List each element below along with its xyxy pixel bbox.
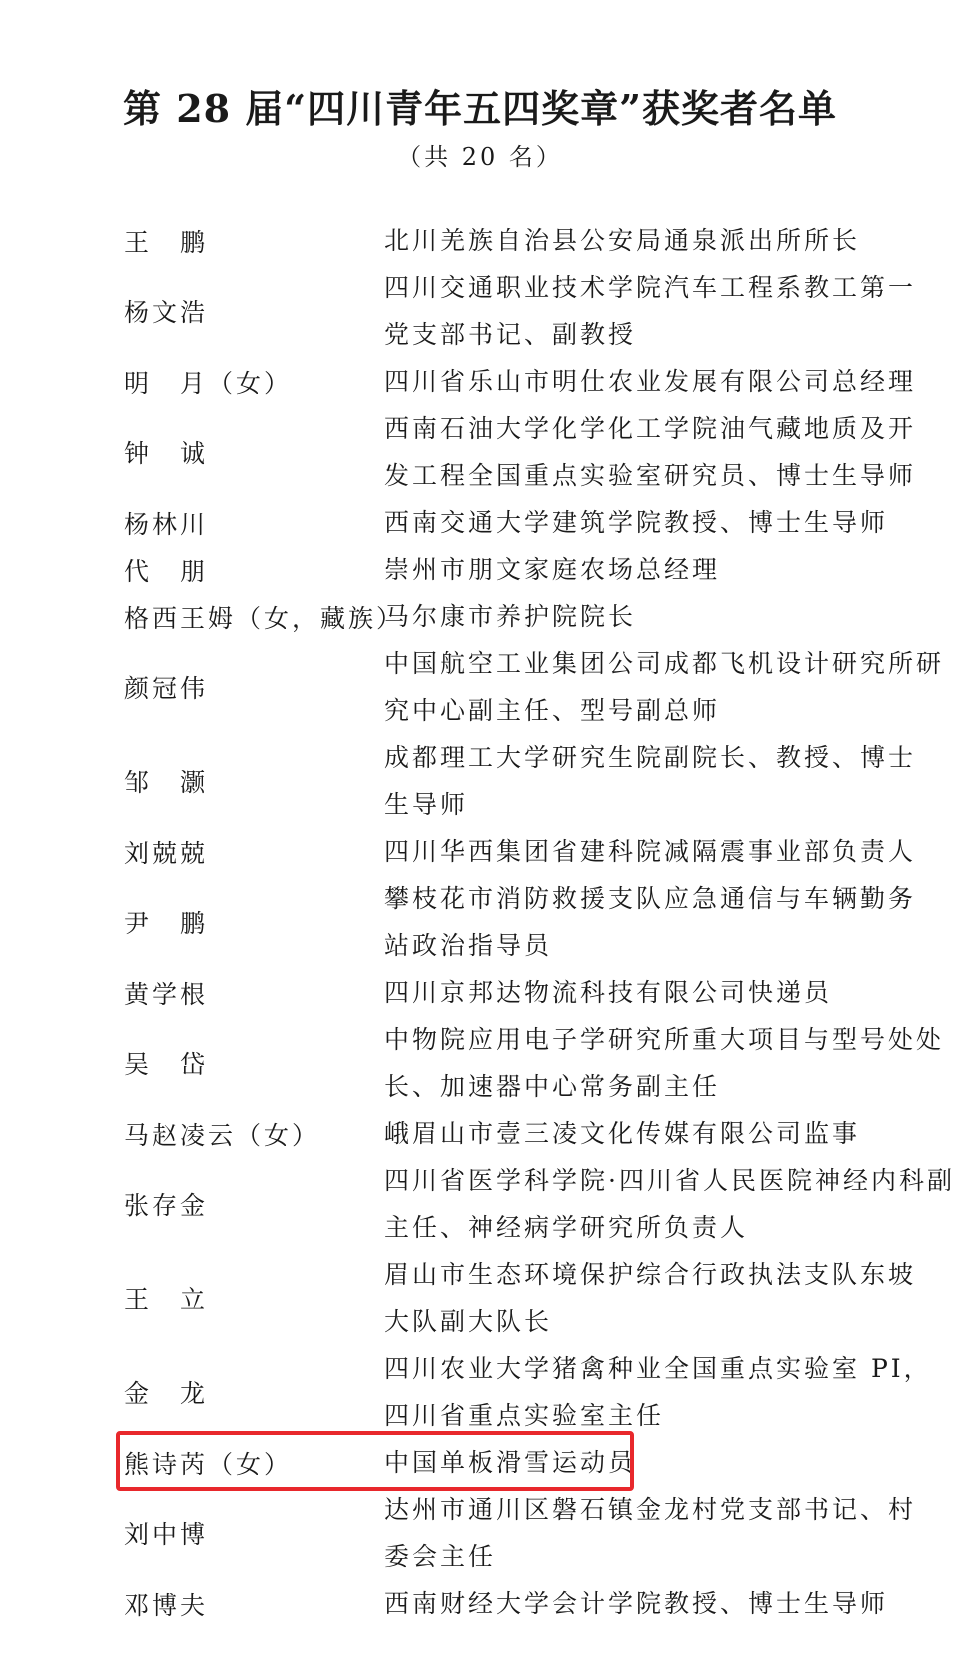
awardee-name: 明 月（女） <box>124 368 293 398</box>
role-line: 站政治指导员 <box>384 931 553 960</box>
list-item <box>0 969 960 1016</box>
awardee-name: 刘兢兢 <box>124 838 209 868</box>
role-line: 马尔康市养护院院长 <box>384 602 637 631</box>
role-line: 攀枝花市消防救援支队应急通信与车辆勤务 <box>384 884 917 913</box>
awardee-role <box>384 734 917 828</box>
list-item <box>0 640 960 734</box>
awardee-role <box>384 828 917 875</box>
awardee-name: 杨林川 <box>124 509 209 539</box>
role-line: 达州市通川区磐石镇金龙村党支部书记、村 <box>384 1495 917 1524</box>
role-line: 长、加速器中心常务副主任 <box>384 1072 721 1101</box>
awardee-role <box>384 640 945 734</box>
highlight-box <box>116 1431 634 1491</box>
list-item <box>0 1345 960 1439</box>
awardee-list <box>0 217 960 1627</box>
awardee-name: 杨文浩 <box>124 298 209 327</box>
role-line: 峨眉山市壹三凌文化传媒有限公司监事 <box>384 1119 861 1148</box>
awardee-name: 王 立 <box>124 1285 209 1314</box>
role-line: 四川农业大学猪禽种业全国重点实验室 PI， <box>384 1354 932 1383</box>
role-line: 四川省重点实验室主任 <box>384 1401 665 1430</box>
role-line: 究中心副主任、型号副总师 <box>384 696 721 725</box>
role-line: 眉山市生态环境保护综合行政执法支队东坡 <box>384 1260 917 1289</box>
role-line: 西南财经大学会计学院教授、博士生导师 <box>384 1589 889 1618</box>
awardee-role <box>384 499 889 546</box>
awardee-name: 熊诗芮（女） <box>124 1449 293 1479</box>
role-line: 四川华西集团省建科院减隔震事业部负责人 <box>384 837 917 866</box>
awardee-name: 吴 岱 <box>124 1050 209 1079</box>
awardee-name: 刘中博 <box>124 1520 209 1549</box>
page-title: 第 28 届“四川青年五四奖章”获奖者名单 <box>122 86 838 131</box>
awardee-role <box>384 1110 874 1157</box>
list-item <box>0 593 960 640</box>
awardee-role <box>384 875 917 969</box>
role-line: 中物院应用电子学研究所重大项目与型号处处 <box>384 1025 945 1054</box>
awardee-role <box>384 405 917 499</box>
role-line: 发工程全国重点实验室研究员、博士生导师 <box>384 461 917 490</box>
list-item <box>0 546 960 593</box>
list-item <box>0 499 960 546</box>
awardee-name: 邓博夫 <box>124 1590 209 1620</box>
role-line: 四川交通职业技术学院汽车工程系教工第一 <box>384 273 917 302</box>
list-item <box>0 1016 960 1110</box>
awardee-name: 邹 灏 <box>124 768 209 797</box>
awardee-role <box>384 358 917 405</box>
awardee-name: 格西王姆（女，藏族） <box>124 603 405 633</box>
awardee-role <box>384 546 874 593</box>
role-line: 成都理工大学研究生院副院长、教授、博士 <box>384 743 917 772</box>
role-line: 四川省医学科学院·四川省人民医院神经内科副 <box>384 1166 955 1195</box>
awardee-name: 金 龙 <box>124 1379 209 1408</box>
awardee-role <box>384 969 874 1016</box>
list-item <box>0 1580 960 1627</box>
awardee-name: 尹 鹏 <box>124 909 209 938</box>
role-line: 党支部书记、副教授 <box>384 320 637 349</box>
awardee-role <box>384 264 917 358</box>
role-line: 大队副大队长 <box>384 1307 553 1336</box>
role-line: 四川京邦达物流科技有限公司快递员 <box>384 978 833 1007</box>
list-item <box>0 358 960 405</box>
awardee-name: 代 朋 <box>124 556 209 586</box>
list-item <box>0 1251 960 1345</box>
awardee-role <box>384 593 874 640</box>
list-item <box>0 734 960 828</box>
awardee-name: 钟 诚 <box>124 439 209 468</box>
awardee-name: 张存金 <box>124 1191 209 1220</box>
awardee-role <box>384 1157 955 1251</box>
awardee-role <box>384 1251 917 1345</box>
list-item <box>0 828 960 875</box>
list-item <box>0 264 960 358</box>
list-item <box>0 1110 960 1157</box>
list-item <box>0 405 960 499</box>
awardee-role <box>384 1016 945 1110</box>
awardee-name: 黄学根 <box>124 979 209 1009</box>
awardee-name: 颜冠伟 <box>124 674 209 703</box>
page-subtitle: （共 20 名） <box>397 143 563 171</box>
awardee-role <box>384 1345 932 1439</box>
role-line: 西南交通大学建筑学院教授、博士生导师 <box>384 508 889 537</box>
role-line: 西南石油大学化学化工学院油气藏地质及开 <box>384 414 917 443</box>
list-item <box>0 217 960 264</box>
role-line: 委会主任 <box>384 1542 497 1571</box>
role-line: 崇州市朋文家庭农场总经理 <box>384 555 721 584</box>
role-line: 生导师 <box>384 790 469 819</box>
role-line: 主任、神经病学研究所负责人 <box>384 1213 749 1242</box>
awardee-role <box>384 1580 889 1627</box>
list-item <box>0 1157 960 1251</box>
awardee-name: 马赵凌云（女） <box>124 1120 321 1150</box>
awardee-role <box>384 217 874 264</box>
list-item <box>0 875 960 969</box>
role-line: 中国单板滑雪运动员 <box>384 1448 637 1477</box>
role-line: 四川省乐山市明仕农业发展有限公司总经理 <box>384 367 917 396</box>
awardee-role <box>384 1486 917 1580</box>
role-line: 中国航空工业集团公司成都飞机设计研究所研 <box>384 649 945 678</box>
list-item <box>0 1486 960 1580</box>
role-line: 北川羌族自治县公安局通泉派出所所长 <box>384 226 861 255</box>
awardee-name: 王 鹏 <box>124 227 209 257</box>
